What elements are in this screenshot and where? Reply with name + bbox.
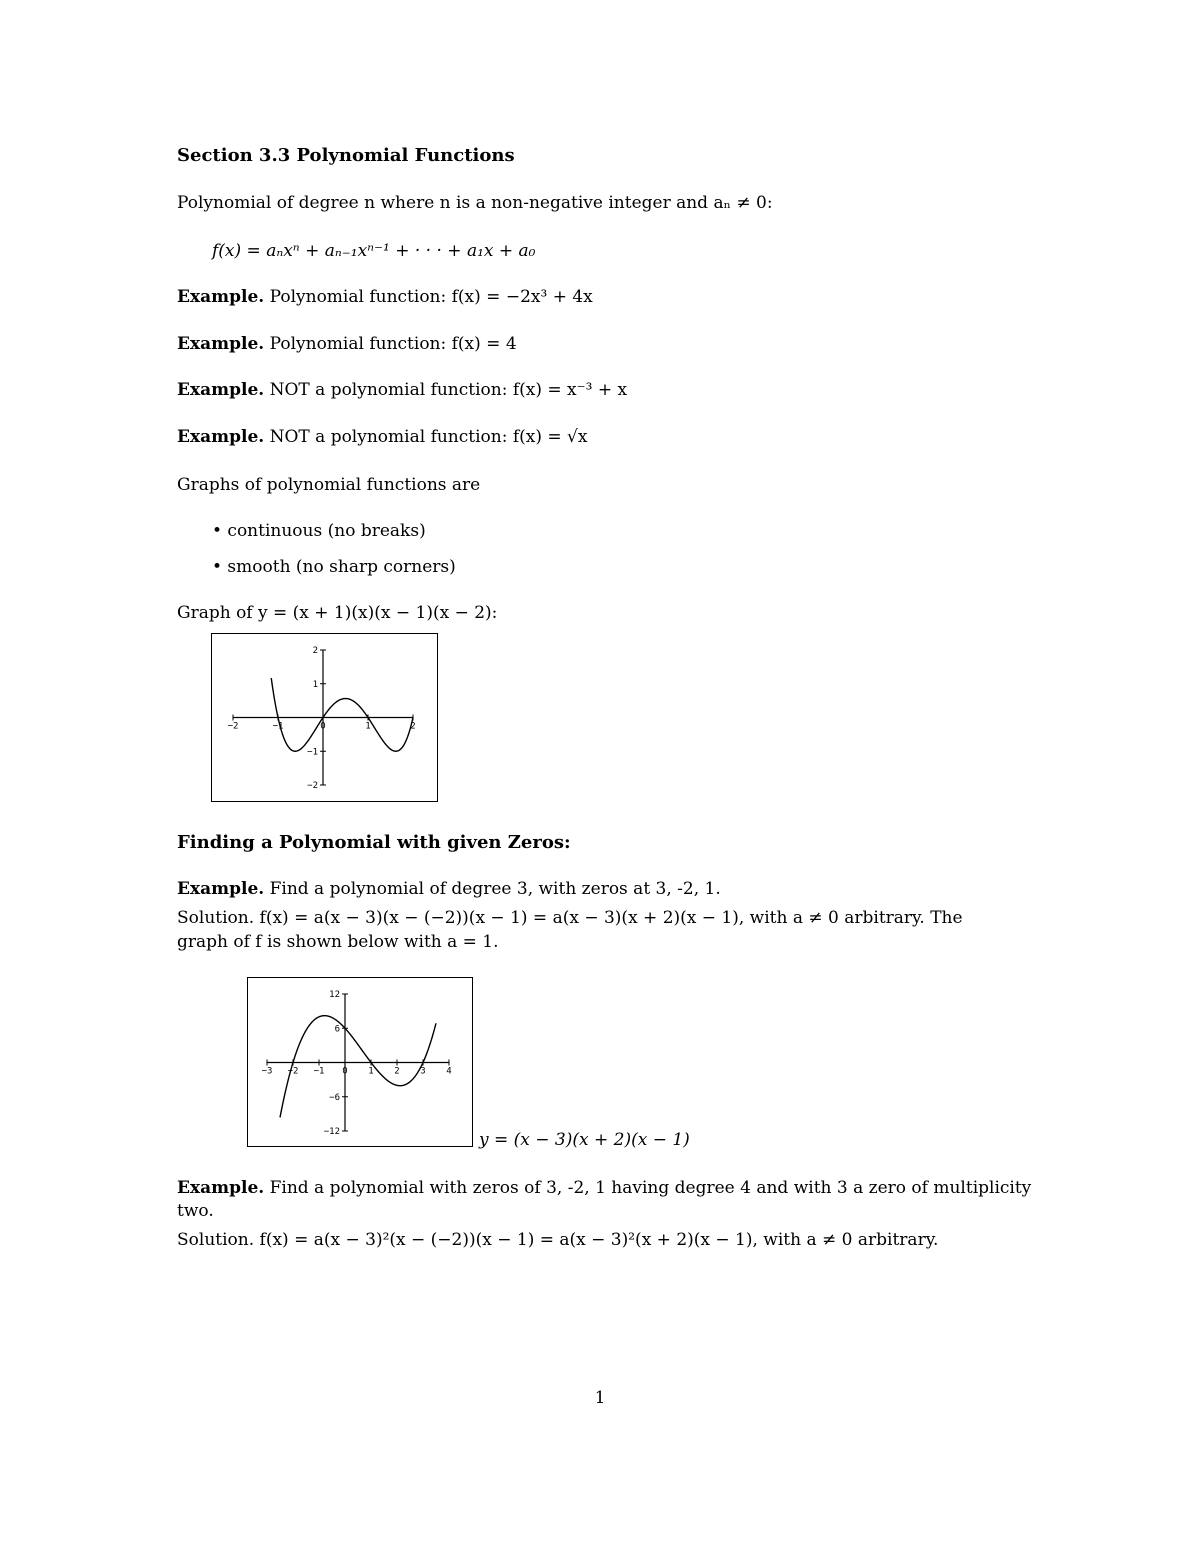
solution-degree-3-line2: graph of f is shown below with a = 1. — [177, 932, 499, 952]
example-text: NOT a polynomial function: f(x) = x⁻³ + x — [269, 380, 628, 400]
x-tick-label: −2 — [287, 1066, 299, 1077]
x-tick-label: 1 — [368, 1066, 374, 1077]
example-polynomial-2 — [177, 336, 517, 353]
example-label: Example. — [177, 334, 265, 354]
x-tick-label: 4 — [446, 1066, 452, 1077]
example-not-polynomial-1 — [177, 382, 627, 399]
example-degree-4-line1 — [177, 1180, 1031, 1197]
x-tick-label: −3 — [261, 1066, 273, 1077]
example-text: Polynomial function: f(x) = 4 — [269, 334, 517, 354]
y-tick-label: −12 — [323, 1127, 340, 1137]
example-text: Find a polynomial of degree 3, with zeros at 3, -2, 1. — [269, 879, 721, 899]
x-tick-label: 2 — [410, 721, 416, 732]
polynomial-curve — [271, 678, 416, 751]
example-label: Example. — [177, 427, 265, 447]
x-tick-label: 2 — [394, 1066, 400, 1077]
example-polynomial-1 — [177, 289, 593, 306]
x-tick-label: 0 — [320, 721, 326, 732]
y-tick-label: 1 — [312, 679, 318, 690]
polynomial-curve — [280, 1016, 436, 1118]
section-heading: Section 3.3 Polynomial Functions — [177, 145, 515, 166]
example-text: NOT a polynomial function: f(x) = √x — [269, 427, 588, 447]
bullet-continuous: • continuous (no breaks) — [212, 521, 426, 541]
x-tick-label: 1 — [365, 721, 371, 732]
example-degree-3 — [177, 881, 721, 898]
page-number: 1 — [594, 1388, 606, 1408]
y-tick-label: 6 — [334, 1024, 340, 1035]
subheading-finding-polynomial: Finding a Polynomial with given Zeros: — [177, 832, 571, 853]
y-tick-label: −6 — [329, 1092, 340, 1103]
example-label: Example. — [177, 879, 265, 899]
graph2-frame — [247, 977, 473, 1147]
example-label: Example. — [177, 287, 265, 307]
example-label: Example. — [177, 1178, 265, 1198]
x-tick-label: 3 — [420, 1066, 426, 1077]
solution-degree-4: Solution. f(x) = a(x − 3)²(x − (−2))(x − 1) = a(x − 3)²(x + 2)(x − 1), with a ≠ 0 arbitrary. — [177, 1230, 939, 1250]
definition-text: Polynomial of degree n where n is a non-negative integer and aₙ ≠ 0: — [177, 193, 773, 213]
graph1-plot — [212, 634, 439, 803]
graph1-caption: Graph of y = (x + 1)(x)(x − 1)(x − 2): — [177, 603, 498, 623]
y-tick-label: −2 — [307, 781, 318, 791]
general-polynomial-formula: f(x) = aₙxⁿ + aₙ₋₁xⁿ⁻¹ + · · · + a₁x + a₀ — [212, 241, 536, 261]
example-not-polynomial-2 — [177, 429, 587, 446]
y-tick-label: 12 — [329, 990, 340, 1000]
x-tick-label: 0 — [342, 1066, 348, 1077]
graph2-plot — [248, 978, 474, 1148]
x-tick-label: −2 — [227, 721, 239, 732]
y-tick-label: −1 — [307, 747, 318, 758]
graph2-caption: y = (x − 3)(x + 2)(x − 1) — [479, 1130, 690, 1150]
graph1-frame — [211, 633, 438, 802]
example-text: Polynomial function: f(x) = −2x³ + 4x — [269, 287, 593, 307]
example-text: Find a polynomial with zeros of 3, -2, 1 having degree 4 and with 3 a zero of multiplicity — [269, 1178, 1032, 1198]
bullet-smooth: • smooth (no sharp corners) — [212, 557, 456, 577]
solution-degree-3-line1: Solution. f(x) = a(x − 3)(x − (−2))(x − 1) = a(x − 3)(x + 2)(x − 1), with a ≠ 0 arbitrary. The — [177, 908, 963, 928]
example-degree-4-line2: two. — [177, 1201, 214, 1221]
graphs-intro-text: Graphs of polynomial functions are — [177, 475, 481, 495]
example-label: Example. — [177, 380, 265, 400]
y-tick-label: 2 — [312, 646, 318, 656]
x-tick-label: −1 — [272, 721, 284, 732]
x-tick-label: −1 — [313, 1066, 325, 1077]
